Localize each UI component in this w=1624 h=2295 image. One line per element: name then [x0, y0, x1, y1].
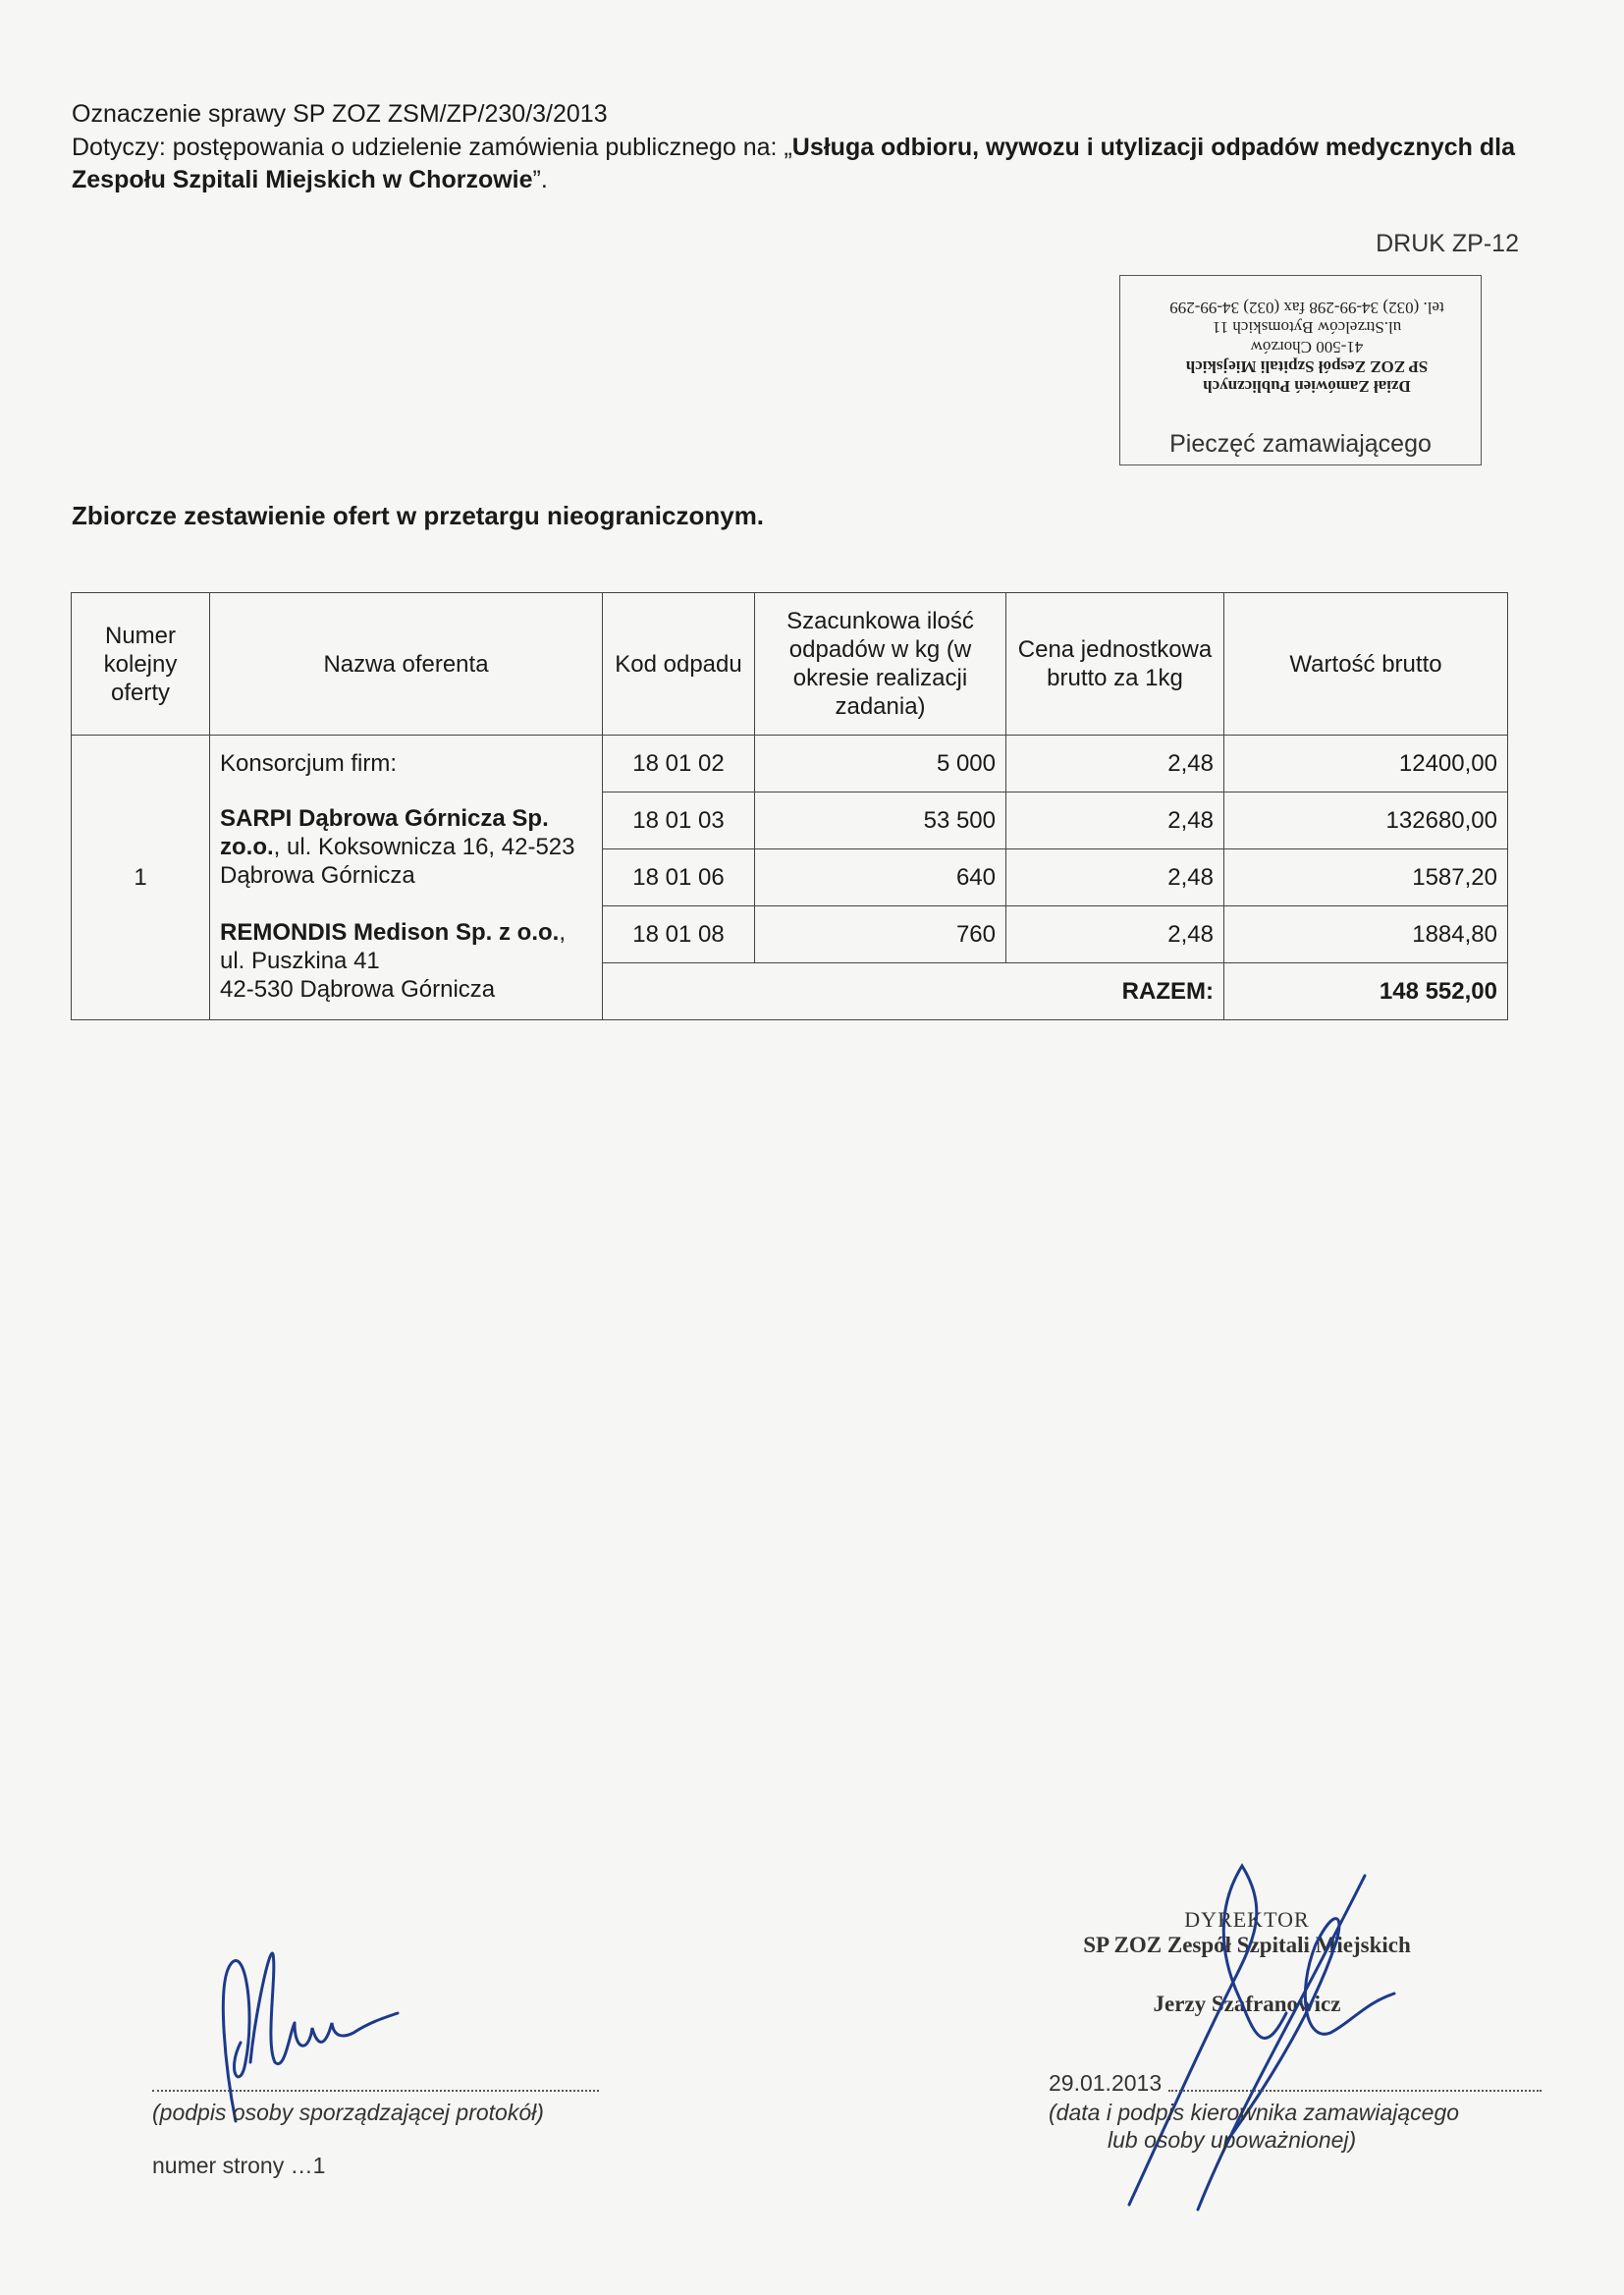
preparer-caption: (podpis osoby sporządzającej protokół): [152, 2100, 544, 2125]
director-title: DYREKTOR: [1184, 1907, 1310, 1932]
waste-code: 18 01 02: [603, 736, 755, 792]
waste-code: 18 01 03: [603, 792, 755, 849]
table-header-row: [72, 593, 1508, 736]
stamp-line: SP ZOZ Zespół Szpitali Miejskich: [1185, 357, 1429, 376]
stamp-box: [1119, 275, 1482, 465]
header-unit-price: Cena jednostkowa brutto za 1kg: [1006, 593, 1224, 736]
table-row: [72, 792, 1508, 849]
unit-price: 2,48: [1006, 736, 1224, 792]
gross-value: 1587,20: [1224, 849, 1508, 906]
header-gross-value: Wartość brutto: [1224, 593, 1508, 736]
document-subtitle: Zbiorcze zestawienie ofert w przetargu nieograniczonym.: [72, 501, 765, 530]
firm-2-name: REMONDIS Medison Sp. z o.o.: [220, 918, 560, 946]
institution-stamp: [1160, 298, 1454, 396]
approval-caption-2: lub osoby upoważnionej): [1108, 2127, 1357, 2153]
page-number-line: numer strony …1: [152, 2153, 326, 2178]
total-value: 148 552,00: [1224, 963, 1508, 1020]
offerent-intro: Konsorcjum firm:: [210, 736, 603, 792]
subject-prefix: Dotyczy: postępowania o udzielenie zamówienia publicznego na: „: [72, 134, 792, 161]
form-code: DRUK ZP-12: [1376, 230, 1519, 257]
table-row: [72, 736, 1508, 792]
stamp-line: tel. (032) 34-99-298 fax (032) 34-99-299: [1169, 299, 1444, 317]
firm-1-address: , ul. Koksownicza 16, 42-523 Dąbrowa Górnicza: [220, 833, 575, 889]
gross-value: 1884,80: [1224, 906, 1508, 963]
stamp-label: Pieczęć zamawiającego: [1169, 430, 1432, 458]
header-offerent-name: Nazwa oferenta: [210, 593, 603, 736]
director-org: SP ZOZ Zespół Szpitali Miejskich: [1083, 1933, 1411, 1957]
header-offer-number: Numer kolejny oferty: [72, 593, 210, 736]
gross-value: 132680,00: [1224, 792, 1508, 849]
offers-table: [71, 592, 1508, 1020]
offerent-firm-1: [210, 792, 603, 906]
header-waste-code: Kod odpadu: [603, 593, 755, 736]
case-reference: Oznaczenie sprawy SP ZOZ ZSM/ZP/230/3/2013: [72, 100, 608, 128]
firm-2-city: 42-530 Dąbrowa Górnicza: [220, 975, 496, 1003]
director-signature: [1070, 1846, 1443, 2219]
quantity: 640: [755, 849, 1006, 906]
firm-1-name: SARPI Dąbrowa Górnicza Sp. zo.o.: [220, 804, 549, 860]
subject-suffix: ”.: [532, 166, 548, 193]
stamp-line: ul.Strzelców Bytomskich 11: [1212, 318, 1402, 337]
approval-caption-1: (data i podpis kierownika zamawiającego: [1049, 2100, 1460, 2125]
waste-code: 18 01 08: [603, 906, 755, 963]
total-label: RAZEM:: [603, 963, 1224, 1020]
preparer-signature-line: [152, 2090, 599, 2092]
quantity: 53 500: [755, 792, 1006, 849]
firm-2-address: , ul. Puszkina 41: [220, 918, 567, 974]
unit-price: 2,48: [1006, 906, 1224, 963]
unit-price: 2,48: [1006, 792, 1224, 849]
unit-price: 2,48: [1006, 849, 1224, 906]
gross-value: 12400,00: [1224, 736, 1508, 792]
approval-date: 29.01.2013: [1049, 2070, 1163, 2096]
page-label: numer strony: [152, 2153, 285, 2178]
subject-line: [72, 132, 1525, 196]
quantity: 760: [755, 906, 1006, 963]
offerent-firm-2: [210, 906, 603, 1020]
page-number: 1: [312, 2153, 326, 2178]
stamp-line: 41-500 Chorzów: [1250, 338, 1364, 356]
table-row: [72, 906, 1508, 963]
director-name: Jerzy Szafranowicz: [1153, 1992, 1341, 2016]
stamp-line: Dział Zamówień Publicznych: [1203, 377, 1411, 396]
header-quantity: Szacunkowa ilość odpadów w kg (w okresie realizacji zadania): [755, 593, 1006, 736]
quantity: 5 000: [755, 736, 1006, 792]
subject-title: Usługa odbioru, wywozu i utylizacji odpadów medycznych dla Zespołu Szpitali Miejskich w Chorzowie: [72, 134, 1515, 193]
approval-signature-line: [1168, 2090, 1542, 2092]
offer-number: 1: [72, 736, 210, 1020]
waste-code: 18 01 06: [603, 849, 755, 906]
